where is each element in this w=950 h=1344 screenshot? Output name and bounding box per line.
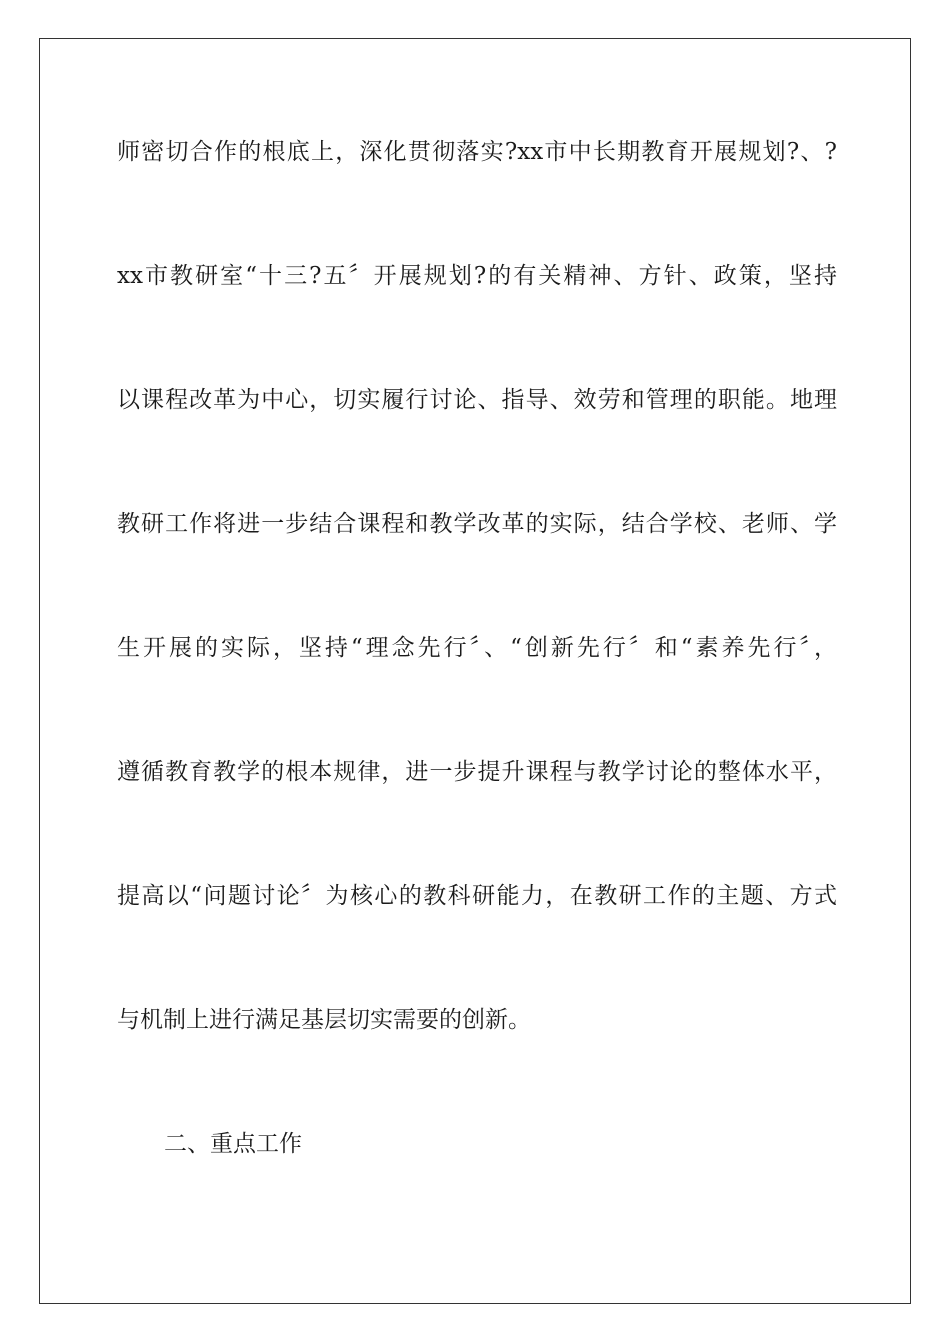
body-text-line-2: xx市教研室“十三?五〞开展规划?的有关精神、方针、政策，坚持: [117, 263, 837, 289]
body-text-line-7: 提高以“问题讨论〞为核心的教科研能力，在教研工作的主题、方式: [117, 883, 837, 909]
section-heading: 二、重点工作: [164, 1131, 302, 1157]
body-text-line-5: 生开展的实际，坚持“理念先行〞、“创新先行〞和“素养先行〞，: [117, 635, 837, 661]
body-text-line-4: 教研工作将进一步结合课程和教学改革的实际，结合学校、老师、学: [117, 511, 837, 537]
body-text-line-8: 与机制上进行满足基层切实需要的创新。: [117, 1007, 531, 1033]
page-border: [39, 38, 911, 1304]
body-text-line-6: 遵循教育教学的根本规律，进一步提升课程与教学讨论的整体水平，: [117, 759, 837, 785]
body-text-line-1: 师密切合作的根底上，深化贯彻落实?xx市中长期教育开展规划?、?: [117, 139, 837, 165]
body-text-line-3: 以课程改革为中心，切实履行讨论、指导、效劳和管理的职能。地理: [117, 387, 837, 413]
